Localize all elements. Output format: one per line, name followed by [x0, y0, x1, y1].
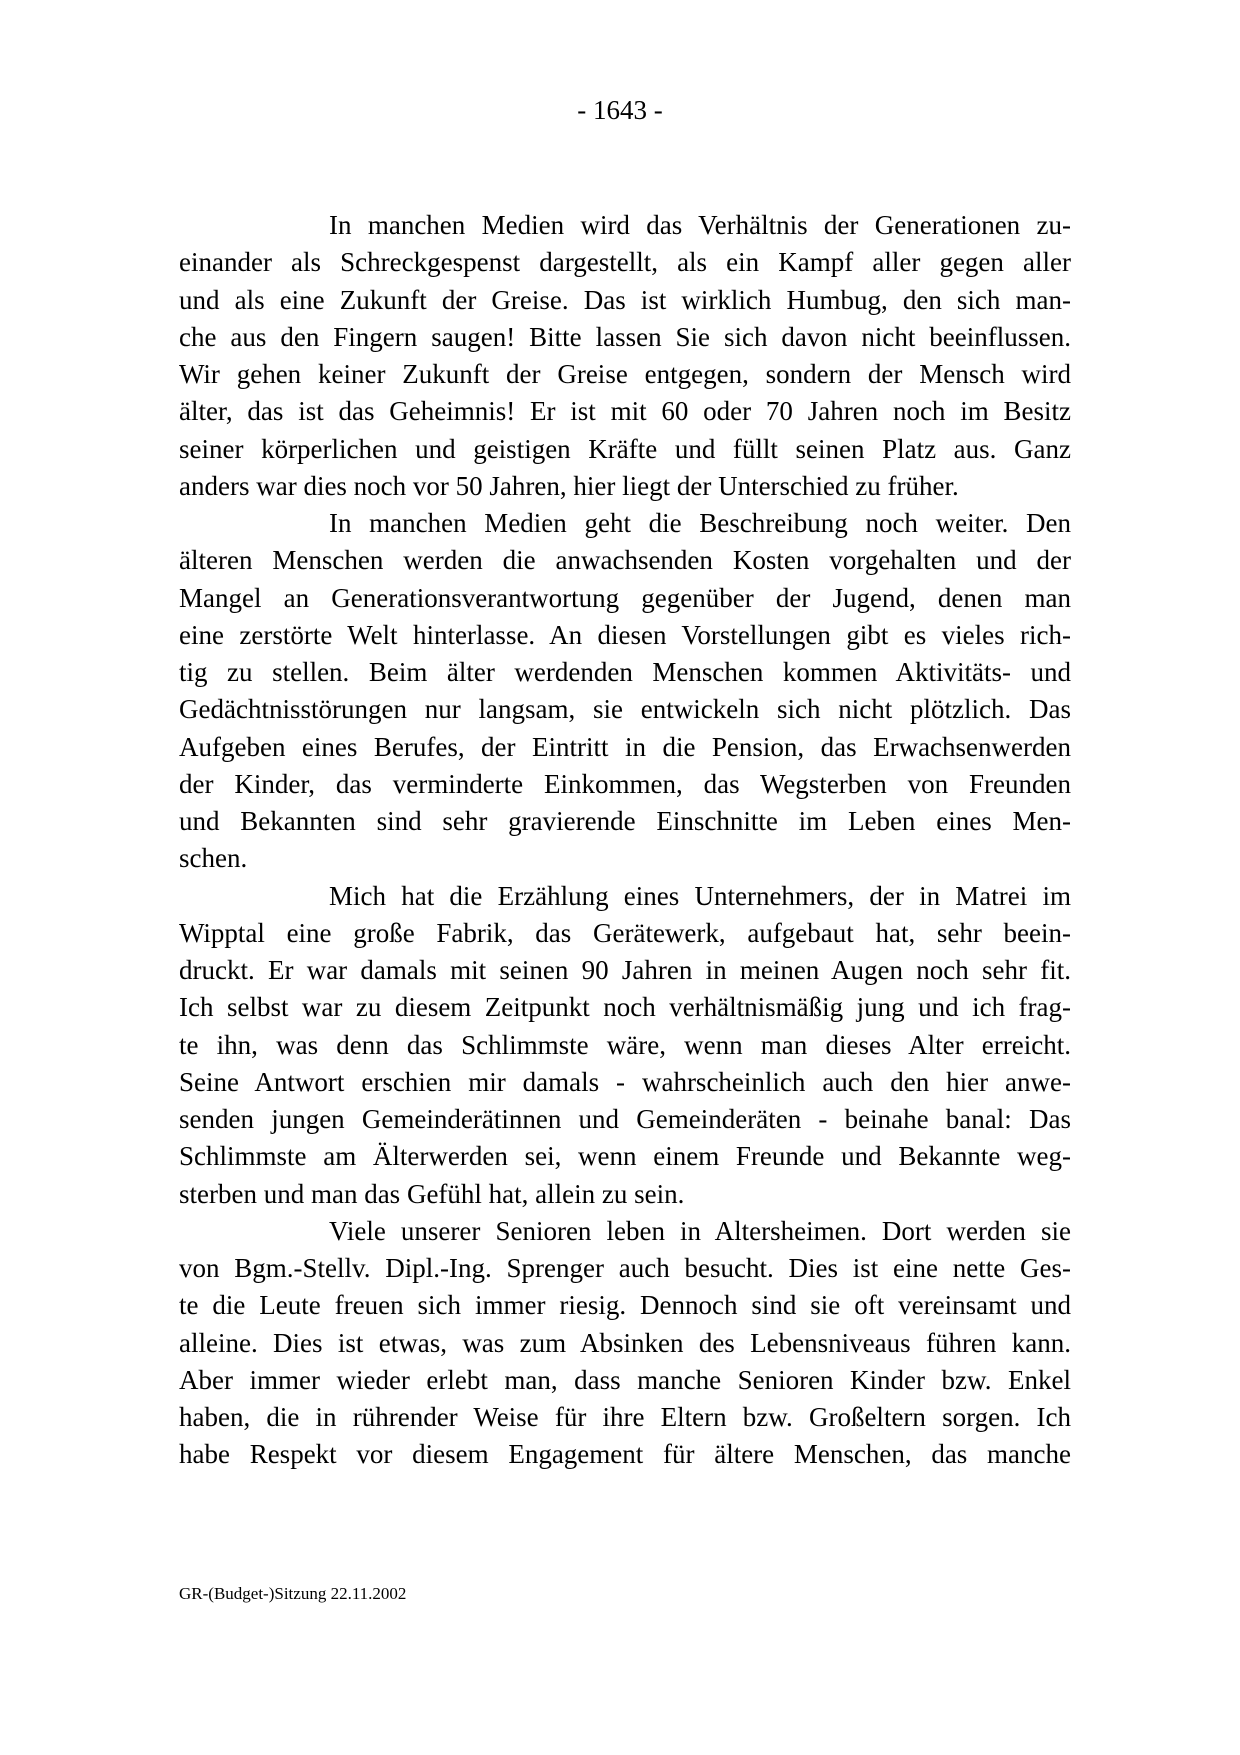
text-line: von Bgm.-Stellv. Dipl.-Ing. Sprenger auch besucht. Dies ist eine nette Ges-: [179, 1253, 1071, 1283]
text-line: einander als Schreckgespenst dargestellt, als ein Kampf aller gegen aller: [179, 247, 1071, 278]
text-line: druckt. Er war damals mit seinen 90 Jahren in meinen Augen noch sehr fit.: [179, 955, 1071, 985]
text-line: Mangel an Generationsverantwortung gegenüber der Jugend, denen man: [179, 582, 1071, 613]
text-line: anders war dies noch vor 50 Jahren, hier liegt der Unterschied zu früher.: [179, 470, 959, 501]
text-line: che aus den Fingern saugen! Bitte lassen Sie sich davon nicht beeinflussen.: [179, 321, 1071, 352]
text-line: älter, das ist das Geheimnis! Er ist mit 60 oder 70 Jahren noch im Besitz: [179, 396, 1071, 427]
text-line: Aber immer wieder erlebt man, dass manche Senioren Kinder bzw. Enkel: [179, 1364, 1071, 1395]
text-line: te ihn, was denn das Schlimmste wäre, wenn man dieses Alter erreicht.: [179, 1029, 1071, 1060]
text-line: In manchen Medien wird das Verhältnis der Generationen zu-: [329, 210, 1071, 240]
text-line: Seine Antwort erschien mir damals - wahrscheinlich auch den hier anwe-: [179, 1066, 1071, 1097]
text-line: schen.: [179, 843, 248, 874]
text-line: habe Respekt vor diesem Engagement für ältere Menschen, das manche: [179, 1439, 1071, 1470]
paragraph: [179, 207, 1071, 505]
text-line: eine zerstörte Welt hinterlasse. An diesen Vorstellungen gibt es vieles rich-: [179, 619, 1071, 650]
text-line: und als eine Zukunft der Greise. Das ist wirklich Humbug, den sich man-: [179, 284, 1071, 315]
text-line: Schlimmste am Älterwerden sei, wenn einem Freunde und Bekannte weg-: [179, 1141, 1071, 1172]
text-line: Ich selbst war zu diesem Zeitpunkt noch verhältnismäßig jung und ich frag-: [179, 992, 1071, 1023]
text-line: haben, die in rührender Weise für ihre Eltern bzw. Großeltern sorgen. Ich: [179, 1402, 1071, 1432]
text-line: In manchen Medien geht die Beschreibung noch weiter. Den: [329, 508, 1071, 538]
paragraph: [179, 505, 1071, 878]
page-footer: GR-(Budget-)Sitzung 22.11.2002: [179, 1584, 407, 1603]
text-line: Wir gehen keiner Zukunft der Greise entgegen, sondern der Mensch wird: [179, 359, 1071, 389]
text-line: Viele unserer Senioren leben in Altersheimen. Dort werden sie: [329, 1215, 1071, 1246]
text-line: und Bekannten sind sehr gravierende Einschnitte im Leben eines Men-: [179, 806, 1071, 836]
text-line: sterben und man das Gefühl hat, allein zu sein.: [179, 1178, 685, 1209]
text-line: te die Leute freuen sich immer riesig. Dennoch sind sie oft vereinsamt und: [179, 1290, 1071, 1321]
paragraph: [179, 878, 1071, 1213]
text-line: senden jungen Gemeinderätinnen und Gemeinderäten - beinahe banal: Das: [179, 1104, 1071, 1134]
paragraph: [179, 1213, 1071, 1474]
text-line: älteren Menschen werden die anwachsenden Kosten vorgehalten und der: [179, 545, 1071, 576]
body-text: [179, 207, 1071, 1474]
text-line: der Kinder, das verminderte Einkommen, das Wegsterben von Freunden: [179, 768, 1071, 799]
text-line: Aufgeben eines Berufes, der Eintritt in die Pension, das Erwachsenwerden: [179, 731, 1071, 762]
text-line: Wipptal eine große Fabrik, das Gerätewerk, aufgebaut hat, sehr beein-: [179, 917, 1071, 948]
text-line: alleine. Dies ist etwas, was zum Absinken des Lebensniveaus führen kann.: [179, 1327, 1071, 1358]
text-line: seiner körperlichen und geistigen Kräfte und füllt seinen Platz aus. Ganz: [179, 433, 1071, 464]
text-line: tig zu stellen. Beim älter werdenden Menschen kommen Aktivitäts- und: [179, 657, 1071, 687]
text-line: Gedächtnisstörungen nur langsam, sie entwickeln sich nicht plötzlich. Das: [179, 694, 1071, 725]
page-number: - 1643 -: [577, 95, 663, 125]
text-line: Mich hat die Erzählung eines Unternehmers, der in Matrei im: [329, 880, 1071, 911]
